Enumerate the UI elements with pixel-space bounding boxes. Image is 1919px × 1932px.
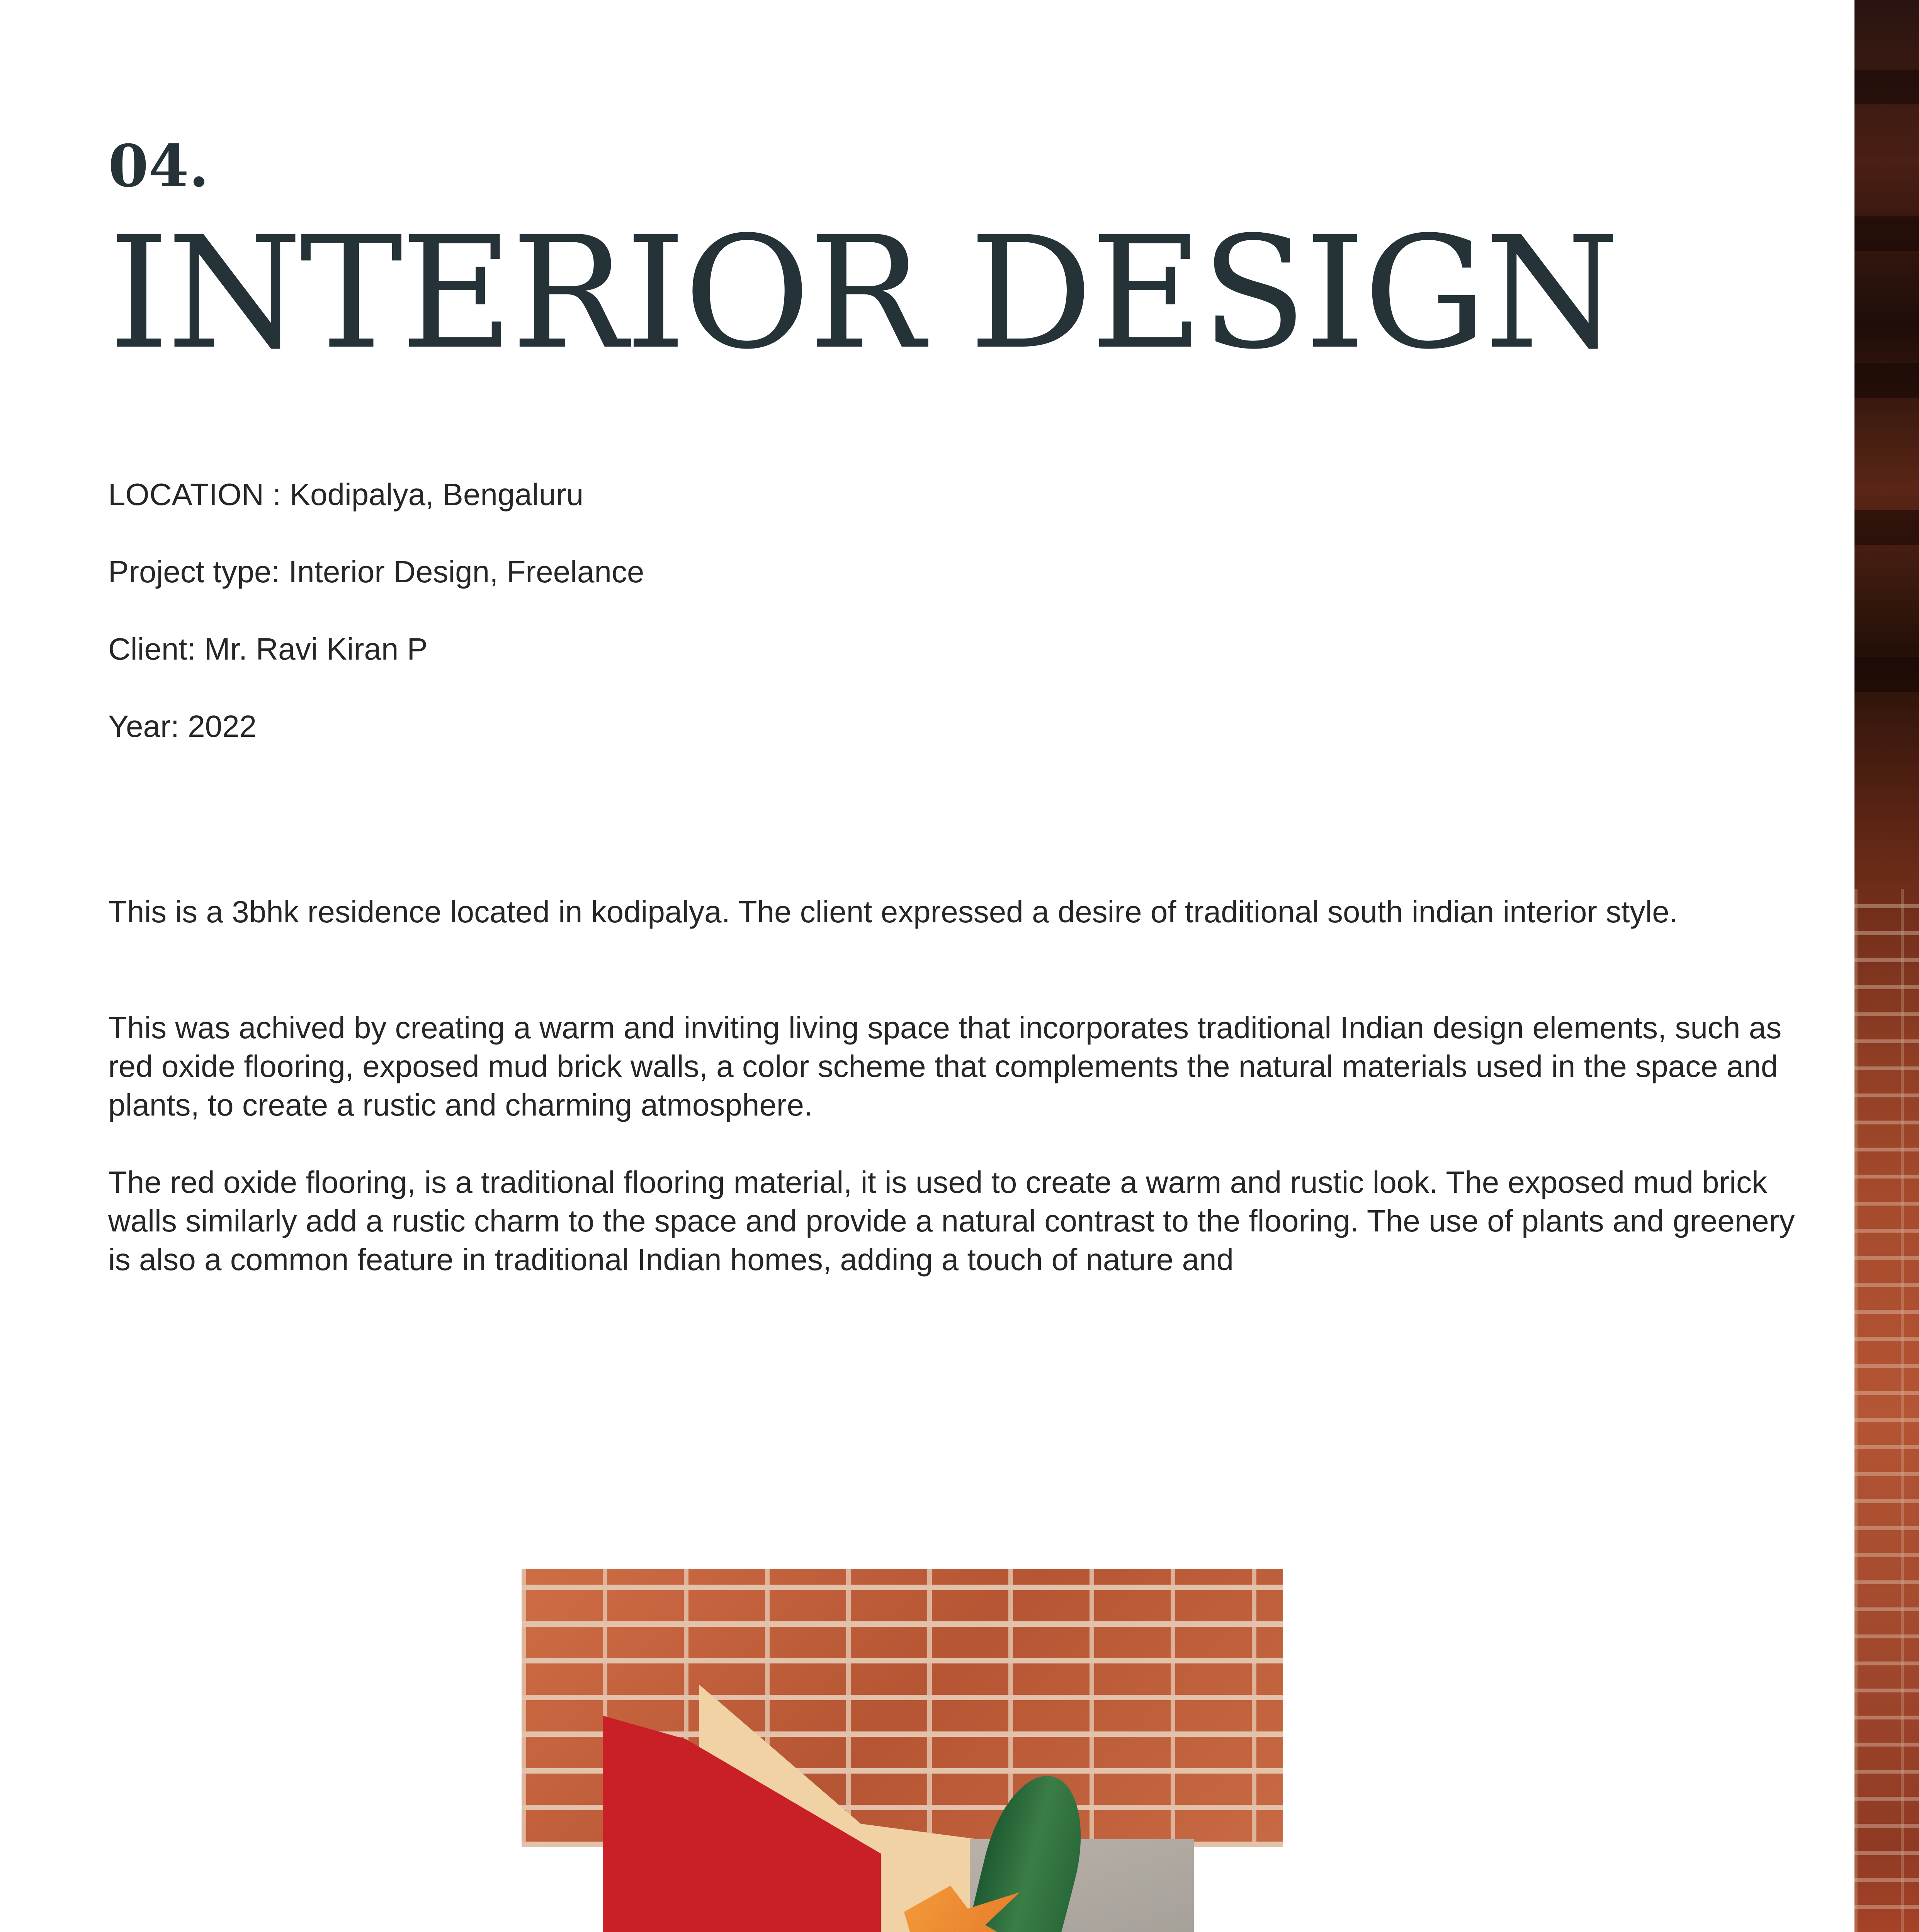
- project-type-line: Project type: Interior Design, Freelance: [108, 554, 644, 589]
- section-number: 04.: [108, 132, 209, 200]
- side-photo-strip: [1854, 0, 1919, 1932]
- description-paragraph-2: This was achived by creating a warm and inviting living space that incorporates traditional Indian design elements, such as red oxide flooring, exposed mud brick walls, a color scheme that complements the natural materials used in the space and plants, to create a rustic and charming atmosphere.: [108, 1010, 1782, 1122]
- description-paragraph-1: This is a 3bhk residence located in kodipalya. The client expressed a desire of traditional south indian interior style.: [108, 895, 1678, 929]
- material-moodboard-image: [518, 1546, 1290, 1932]
- year-line: Year: 2022: [108, 709, 257, 743]
- location-line: LOCATION : Kodipalya, Bengaluru: [108, 477, 584, 512]
- client-line: Client: Mr. Ravi Kiran P: [108, 632, 428, 666]
- description-paragraph-3: The red oxide flooring, is a traditional flooring material, it is used to create a warm and rustic look. The exposed mud brick walls similarly add a rustic charm to the space and provide a natural contrast to the flooring. The use of plants and greenery is also a common feature in traditional Indian homes, adding a touch of nature and: [108, 1165, 1795, 1277]
- page-title: INTERIOR DESIGN: [108, 204, 1618, 383]
